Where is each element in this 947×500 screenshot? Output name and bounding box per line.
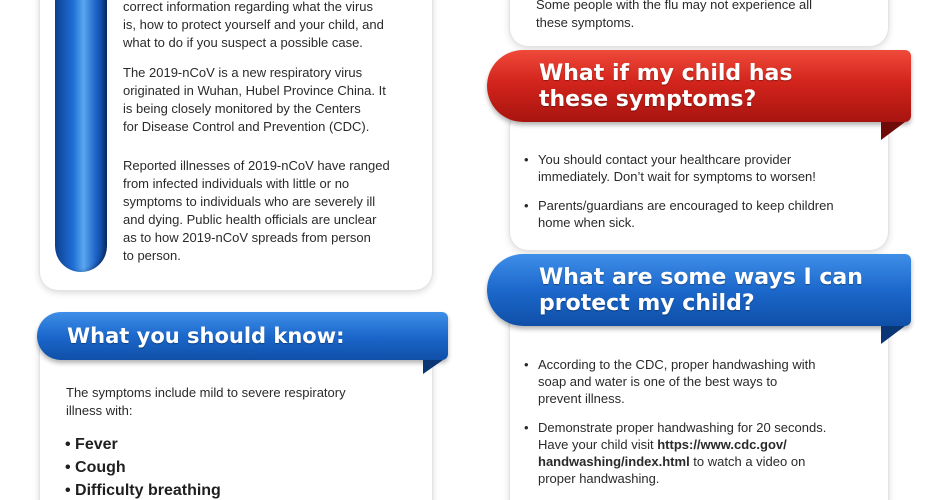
know-banner — [37, 312, 448, 360]
cdc-link[interactable]: https://www.cdc.gov/ — [657, 437, 787, 452]
bullet-line: You should contact your healthcare provider — [538, 152, 792, 167]
bullet-line: Demonstrate proper handwashing for 20 seconds. — [538, 420, 827, 435]
list-item — [524, 356, 884, 407]
decorative-tube — [55, 0, 107, 272]
protect-bullets — [524, 356, 884, 487]
banner-fold — [423, 360, 443, 374]
child-symptoms-bullets — [524, 151, 884, 231]
list-item — [524, 151, 884, 185]
intro-line: is, how to protect yourself and your child, and — [123, 17, 384, 32]
child-symptoms-title-line: these symptoms? — [539, 87, 757, 112]
symptom-list — [65, 433, 221, 500]
banner-fold — [881, 122, 905, 140]
symptom-cough: • Cough — [65, 456, 221, 479]
illness-line: symptoms to individuals who are severely ill — [123, 194, 376, 209]
protect-banner — [487, 254, 911, 326]
intro-line: correct information regarding what the virus — [123, 0, 374, 14]
bullet-line: proper handwashing. — [538, 471, 660, 486]
illness-line: and dying. Public health officials are unclear — [123, 212, 377, 227]
flu-note — [536, 0, 876, 32]
bullet-line: Have your child visit — [538, 437, 658, 452]
bullet-line: immediately. Don’t wait for symptoms to worsen! — [538, 169, 816, 184]
virus-line: originated in Wuhan, Hubel Province China. It — [123, 83, 386, 98]
virus-line: is being closely monitored by the Centers — [123, 101, 361, 116]
child-symptoms-title — [539, 61, 792, 113]
list-item — [524, 197, 884, 231]
bullet-line: prevent illness. — [538, 391, 625, 406]
list-item — [524, 419, 884, 487]
bullet-line: to watch a video on — [689, 454, 806, 469]
banner-fold — [881, 326, 905, 344]
virus-line: for Disease Control and Prevention (CDC). — [123, 119, 370, 134]
symptoms-intro-line: illness with: — [66, 403, 133, 418]
protect-title-line: What are some ways I can — [539, 265, 863, 290]
child-symptoms-banner — [487, 50, 911, 122]
protect-title — [539, 265, 863, 317]
illness-line: to person. — [123, 248, 181, 263]
illness-line: as to how 2019-nCoV spreads from person — [123, 230, 371, 245]
symptoms-intro — [66, 384, 416, 420]
bullet-line: Parents/guardians are encouraged to keep children — [538, 198, 834, 213]
intro-line: what to do if you suspect a possible case. — [123, 35, 363, 50]
know-title: What you should know: — [67, 324, 345, 348]
illness-line: from infected individuals with little or no — [123, 176, 350, 191]
symptom-breathing: • Difficulty breathing — [65, 479, 221, 500]
symptoms-intro-line: The symptoms include mild to severe respiratory — [66, 385, 346, 400]
bullet-line: soap and water is one of the best ways to — [538, 374, 778, 389]
cdc-link-continued[interactable]: handwashing/index.html — [538, 454, 690, 469]
intro-paragraph — [123, 0, 418, 52]
symptom-fever: • Fever — [65, 433, 221, 456]
protect-title-line: protect my child? — [539, 291, 755, 316]
flu-note-line: Some people with the flu may not experience all — [536, 0, 813, 12]
illness-paragraph — [123, 157, 418, 265]
child-symptoms-title-line: What if my child has — [539, 61, 793, 86]
bullet-line: According to the CDC, proper handwashing with — [538, 357, 816, 372]
illness-line: Reported illnesses of 2019-nCoV have ranged — [123, 158, 390, 173]
bullet-line: home when sick. — [538, 215, 635, 230]
flu-note-line: these symptoms. — [536, 15, 635, 30]
virus-line: The 2019-nCoV is a new respiratory virus — [123, 65, 363, 80]
virus-paragraph — [123, 64, 418, 136]
